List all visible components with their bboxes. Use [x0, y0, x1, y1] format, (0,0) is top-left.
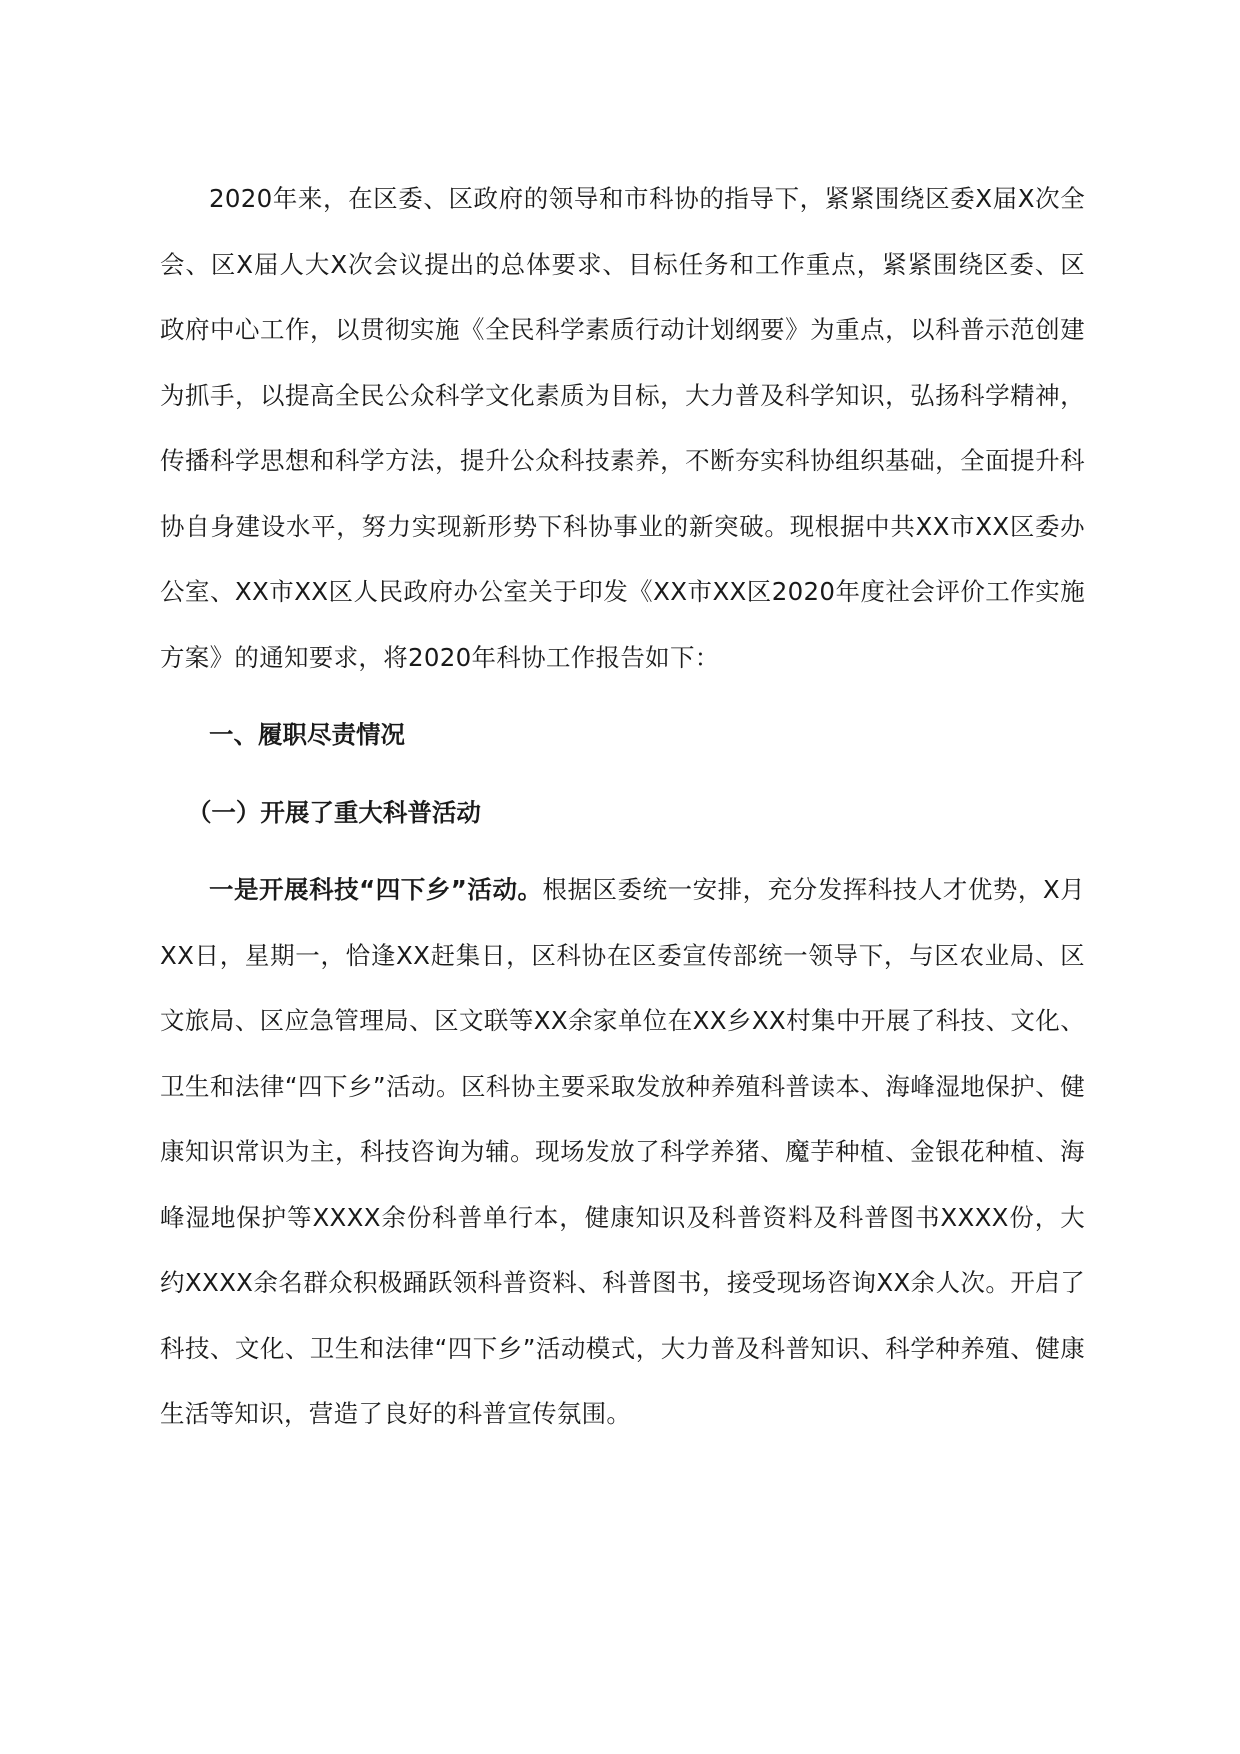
item-lead-1: 一是开展科技“四下乡”活动。 — [209, 875, 543, 904]
item-body-1: 根据区委统一安排，充分发挥科技人才优势，X月XX日，星期一，恰逢XX赶集日，区科协在区委宣传部统一领导下，与区农业局、区文旅局、区应急管理局、区文联等XX余家单位在XX乡XX村集中开展了科技、文化、卫生和法律“四下乡”活动。区科协主要采取发放种养殖科普读本、海峰湿地保护、健康知识常识为主，科技咨询为辅。现场发放了科学养猪、魔芋种植、金银花种植、海峰湿地保护等XXXX余份科普单行本，健康知识及科普资料及科普图书XXXX份，大约XXXX余名群众积极踊跃领科普资料、科普图书，接受现场咨询XX余人次。开启了科技、文化、卫生和法律“四下乡”活动模式，大力普及科普知识、科学种养殖、健康生活等知识，营造了良好的科普宣传氛围。 — [160, 875, 1085, 1428]
document-page — [160, 166, 1085, 1447]
item-paragraph-1 — [160, 857, 1085, 1447]
section-heading-1: 一、履职尽责情况 — [209, 720, 405, 749]
subsection-heading-1: （一）开展了重大科普活动 — [186, 797, 481, 827]
intro-paragraph: 2020年来，在区委、区政府的领导和市科协的指导下，紧紧围绕区委X届X次全会、区X届人大X次会议提出的总体要求、目标任务和工作重点，紧紧围绕区委、区政府中心工作，以贯彻实施《全民科学素质行动计划纲要》为重点，以科普示范创建为抓手，以提高全民公众科学文化素质为目标，大力普及科学知识，弘扬科学精神，传播科学思想和科学方法，提升公众科技素养，不断夯实科协组织基础，全面提升科协自身建设水平，努力实现新形势下科协事业的新突破。现根据中共XX市XX区委办公室、XX市XX区人民政府办公室关于印发《XX市XX区2020年度社会评价工作实施方案》的通知要求，将2020年科协工作报告如下： — [160, 184, 1085, 672]
